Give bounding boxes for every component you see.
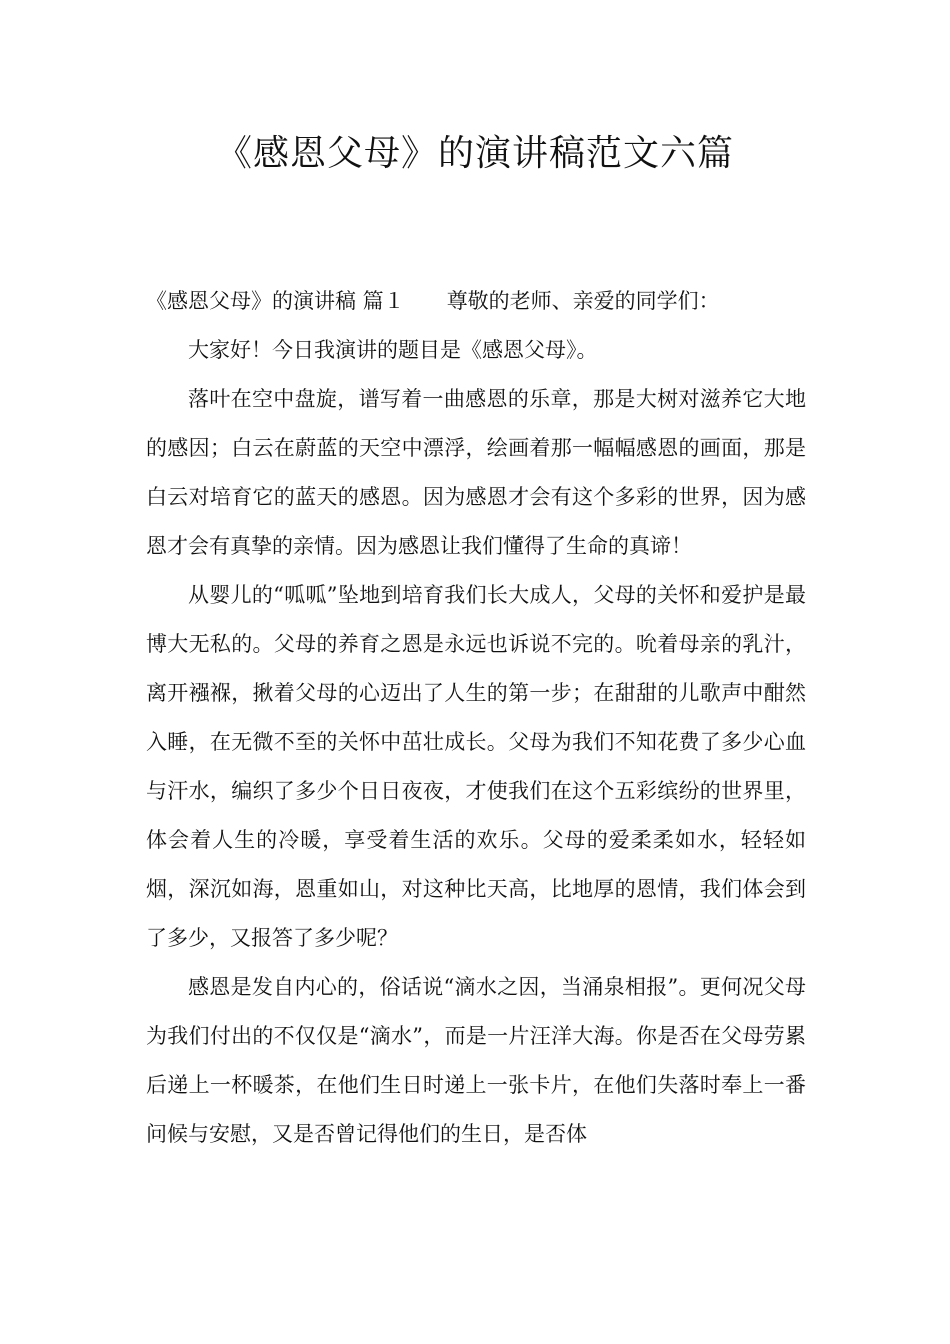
section-heading: 《感恩父母》的演讲稿 篇１ [146, 289, 405, 313]
paragraph: 大家好！今日我演讲的题目是《感恩父母》。 [188, 338, 598, 362]
paragraph: 感恩是发自内心的，俗话说“滴水之因，当涌泉相报”。更何况父母为我们付出的不仅仅是“滴水”，而是一片汪洋大海。你是否在父母劳累后递上一杯暖茶，在他们生日时递上一张卡片，在他们失落时奉上一番问候与安慰，又是否曾记得他们的生日，是否体 [146, 975, 806, 1146]
paragraph: 从婴儿的“呱呱”坠地到培育我们长大成人，父母的关怀和爱护是最博大无私的。父母的养育之恩是永远也诉说不完的。吮着母亲的乳汁，离开襁褓，揪着父母的心迈出了人生的第一步；在甜甜的儿歌声中酣然入睡，在无微不至的关怀中茁壮成长。父母为我们不知花费了多少心血与汗水，编织了多少个日日夜夜，才使我们在这个五彩缤纷的世界里，体会着人生的冷暖，享受着生活的欢乐。父母的爱柔柔如水，轻轻如烟，深沉如海，恩重如山，对这种比天高，比地厚的恩情，我们体会到了多少，又报答了多少呢？ [146, 583, 806, 950]
intro-line [146, 277, 806, 326]
salutation: 尊敬的老师、亲爱的同学们： [446, 289, 720, 313]
document-title: 《感恩父母》的演讲稿范文六篇 [215, 133, 734, 174]
document-body [146, 277, 806, 1159]
paragraph: 落叶在空中盘旋，谱写着一曲感恩的乐章，那是大树对滋养它大地的感因；白云在蔚蓝的天空中漂浮，绘画着那一幅幅感恩的画面，那是白云对培育它的蓝天的感恩。因为感恩才会有这个多彩的世界，因为感恩才会有真挚的亲情。因为感恩让我们懂得了生命的真谛！ [146, 387, 806, 558]
